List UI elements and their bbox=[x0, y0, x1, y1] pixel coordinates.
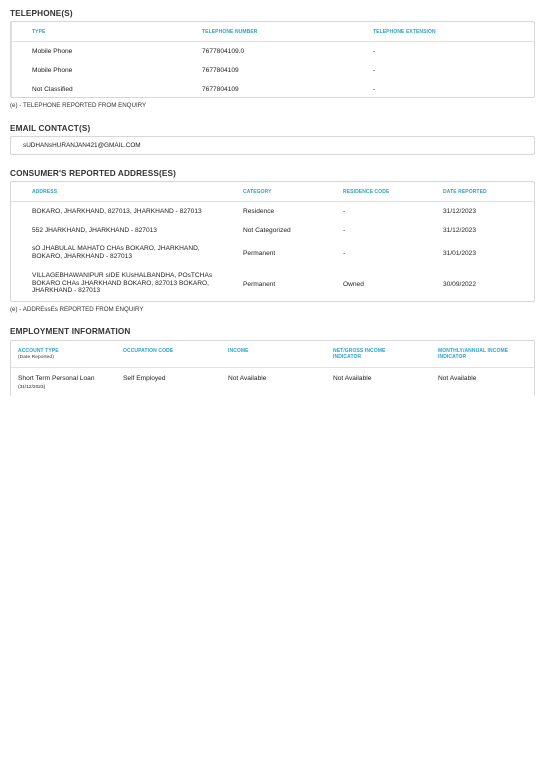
address-residence-code: - bbox=[343, 208, 346, 215]
address-category: Permanent bbox=[243, 250, 276, 257]
address-text: 552 JHARKHAND, JHARKHAND - 827013 bbox=[32, 227, 157, 234]
employment-monthly-annual: Not Available bbox=[438, 375, 477, 382]
phone-number: 7677804109.0 bbox=[202, 48, 245, 55]
col-header-telephone-extension: TELEPHONE EXTENSION bbox=[373, 29, 436, 35]
address-text: sO JHABULAL MAHATO CHAs BOKARO, JHARKHAND, BOKARO, JHARKHAND - 827013 bbox=[32, 245, 200, 260]
phone-number: 7677804109 bbox=[202, 86, 239, 93]
col-header-occupation-code: OCCUPATION CODE bbox=[123, 348, 174, 354]
account-type-value: Short Term Personal Loan bbox=[18, 375, 95, 382]
left-rule bbox=[11, 22, 12, 97]
col-header-monthly-annual-indicator: MONTHLY/ANNUAL INCOME INDICATOR bbox=[438, 348, 509, 360]
employment-account-type bbox=[18, 375, 94, 390]
address-section-title: CONSUMER'S REPORTED ADDRESS(ES) bbox=[10, 169, 176, 178]
employment-occupation: Self Employed bbox=[123, 375, 166, 382]
address-text: BOKARO, JHARKHAND, 827013, JHARKHAND - 827013 bbox=[32, 208, 202, 215]
phone-type: Mobile Phone bbox=[32, 67, 73, 74]
phone-number: 7677804109 bbox=[202, 67, 239, 74]
col-header-account-type bbox=[18, 349, 59, 360]
address-residence-code: Owned bbox=[343, 281, 364, 288]
col-header-income: INCOME bbox=[228, 348, 249, 354]
header-divider bbox=[11, 367, 534, 368]
phone-extension: - bbox=[373, 67, 376, 74]
email-value: sUDHANsHURANJAN421@GMAIL.COM bbox=[23, 142, 141, 149]
address-note: (e) - ADDREssEs REPORTED FROM ENQUIRY bbox=[10, 306, 144, 313]
header-divider bbox=[11, 41, 534, 42]
date-reported-label: (Date Reported) bbox=[18, 354, 54, 360]
address-date: 31/12/2023 bbox=[443, 208, 477, 215]
address-text: VILLAGEBHAWANIPUR sIDE KUsHALBANDHA, POsTCHAs BOKARO CHAs JHARKHAND BOKARO, 827013 BOKARO, JHARKHAND - 827013 bbox=[32, 272, 213, 295]
phone-extension: - bbox=[373, 86, 376, 93]
col-header-net-gross-indicator: NET/GROSS INCOME INDICATOR bbox=[333, 348, 386, 360]
address-residence-code: - bbox=[343, 227, 346, 234]
address-table bbox=[10, 181, 535, 302]
employment-net-gross: Not Available bbox=[333, 375, 372, 382]
address-residence-code: - bbox=[343, 250, 346, 257]
col-header-telephone-number: TELEPHONE NUMBER bbox=[202, 29, 258, 35]
address-date: 31/12/2023 bbox=[443, 227, 477, 234]
address-date: 31/01/2023 bbox=[443, 250, 477, 257]
col-header-date-reported: DATE REPORTED bbox=[443, 189, 487, 195]
col-header-address: ADDRESS bbox=[32, 189, 58, 195]
telephone-note: (e) - TELEPHONE REPORTED FROM ENQUIRY bbox=[10, 102, 147, 109]
employment-section-title: EMPLOYMENT INFORMATION bbox=[10, 327, 131, 336]
phone-type: Not Classified bbox=[32, 86, 73, 93]
telephone-section-title: TELEPHONE(S) bbox=[10, 9, 73, 18]
phone-type: Mobile Phone bbox=[32, 48, 73, 55]
account-type-label: ACCOUNT TYPE bbox=[18, 348, 59, 354]
employment-income: Not Available bbox=[228, 375, 267, 382]
address-category: Residence bbox=[243, 208, 275, 215]
employment-table bbox=[10, 340, 535, 396]
address-category: Permanent bbox=[243, 281, 276, 288]
col-header-type: TYPE bbox=[32, 29, 46, 35]
email-section-title: EMAIL CONTACT(S) bbox=[10, 124, 91, 133]
address-category: Not Categorized bbox=[243, 227, 291, 234]
header-divider bbox=[11, 201, 534, 202]
col-header-category: CATEGORY bbox=[243, 189, 272, 195]
address-date: 30/09/2022 bbox=[443, 281, 477, 288]
phone-extension: - bbox=[373, 48, 376, 55]
account-date-value: (31/12/2023) bbox=[18, 384, 46, 390]
email-box bbox=[10, 136, 535, 155]
telephone-table bbox=[10, 21, 535, 98]
col-header-residence-code: RESIDENCE CODE bbox=[343, 189, 390, 195]
